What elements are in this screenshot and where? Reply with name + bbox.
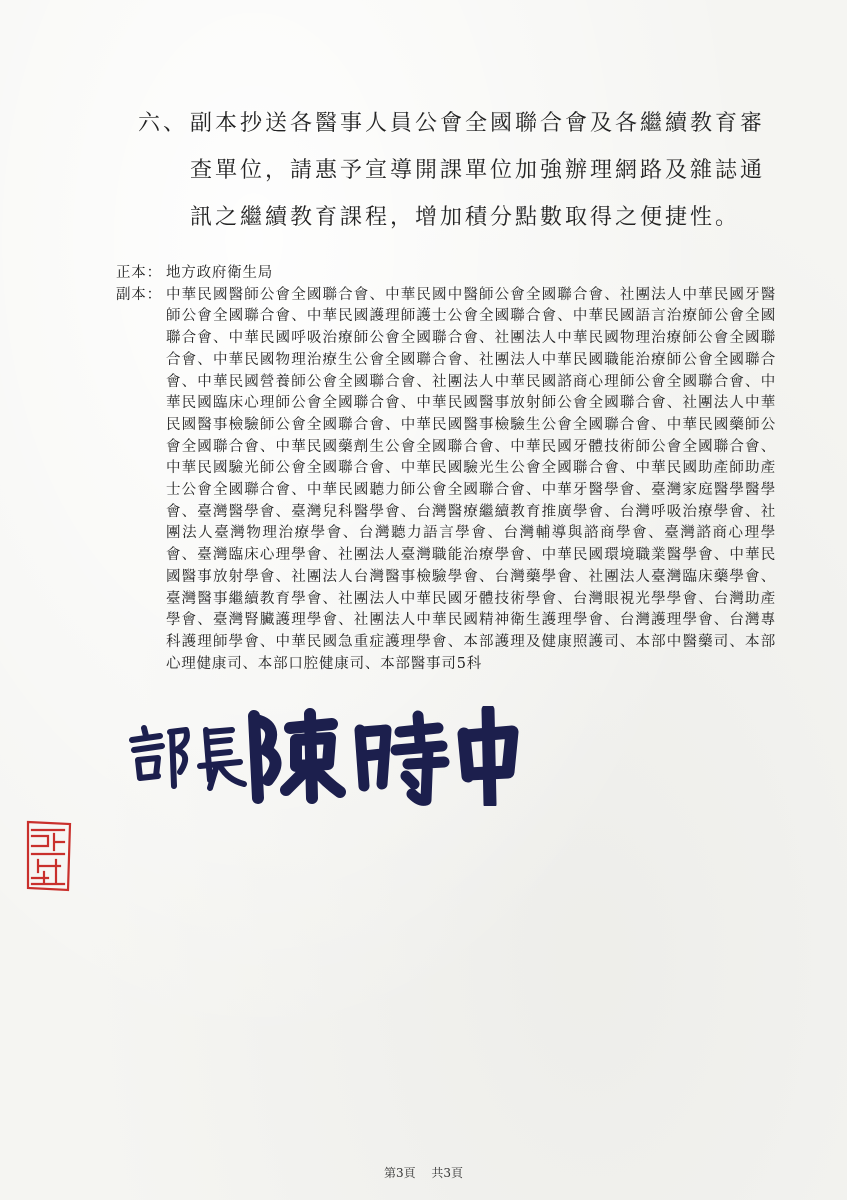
primary-recipient: 地方政府衛生局 [166,265,274,281]
item-six-number: 六、 [138,111,189,136]
item-six [138,100,788,241]
page-total: 共3頁 [431,1166,464,1180]
page-number: 第3頁 [383,1166,416,1180]
primary-label: 正本： [116,265,162,281]
distribution-list [116,263,776,675]
copy-recipient-row [116,285,776,676]
item-six-text: 副本抄送各醫事人員公會全國聯合會及各繼續教育審查單位，請惠予宣導開課單位加強辦理網路及雜誌通訊之繼續教育課程，增加積分點數取得之便捷性。 [190,111,766,230]
minister-signature [120,706,520,806]
page-footer [0,1164,847,1181]
primary-recipient-row [116,263,776,285]
official-seal [26,820,74,892]
copy-label: 副本： [116,286,162,303]
copy-recipients: 中華民國醫師公會全國聯合會、中華民國中醫師公會全國聯合會、社團法人中華民國牙醫師公會全國聯合會、中華民國護理師護士公會全國聯合會、中華民國語言治療師公會全國聯合會、中華民國呼吸治療師公會全國聯合會、社團法人中華民國物理治療師公會全國聯合會、中華民國物理治療生公會全國聯合會、社團法人中華民國職能治療師公會全國聯合會、中華民國營養師公會全國聯合會、社團法人中華民國諮商心理師公會全國聯合會、中華民國臨床心理師公會全國聯合會、中華民國醫事放射師公會全國聯合會、社團法人中華民國醫事檢驗師公會全國聯合會、中華民國醫事檢驗生公會全國聯合會、中華民國藥師公會全國聯合會、中華民國藥劑生公會全國聯合會、中華民國牙體技術師公會全國聯合會、中華民國驗光師公會全國聯合會、中華民國驗光生公會全國聯合會、中華民國助產師助產士公會全國聯合會、中華民國聽力師公會全國聯合會、中華牙醫學會、臺灣家庭醫學醫學會、臺灣醫學會、臺灣兒科醫學會、台灣醫療繼續教育推廣學會、台灣呼吸治療學會、社團法人臺灣物理治療學會、台灣聽力語言學會、台灣輔導與諮商學會、臺灣諮商心理學會、臺灣臨床心理學會、社團法人臺灣職能治療學會、中華民國環境職業醫學會、中華民國醫事放射學會、社團法人台灣醫事檢驗學會、台灣藥學會、社團法人臺灣臨床藥學會、臺灣醫事繼續教育學會、社團法人中華民國牙體技術學會、台灣眼視光學學會、台灣助產學會、臺灣腎臟護理學會、社團法人中華民國精神衛生護理學會、台灣護理學會、台灣專科護理師學會、中華民國急重症護理學會、本部護理及健康照護司、本部中醫藥司、本部心理健康司、本部口腔健康司、本部醫事司5科 [166,286,776,672]
